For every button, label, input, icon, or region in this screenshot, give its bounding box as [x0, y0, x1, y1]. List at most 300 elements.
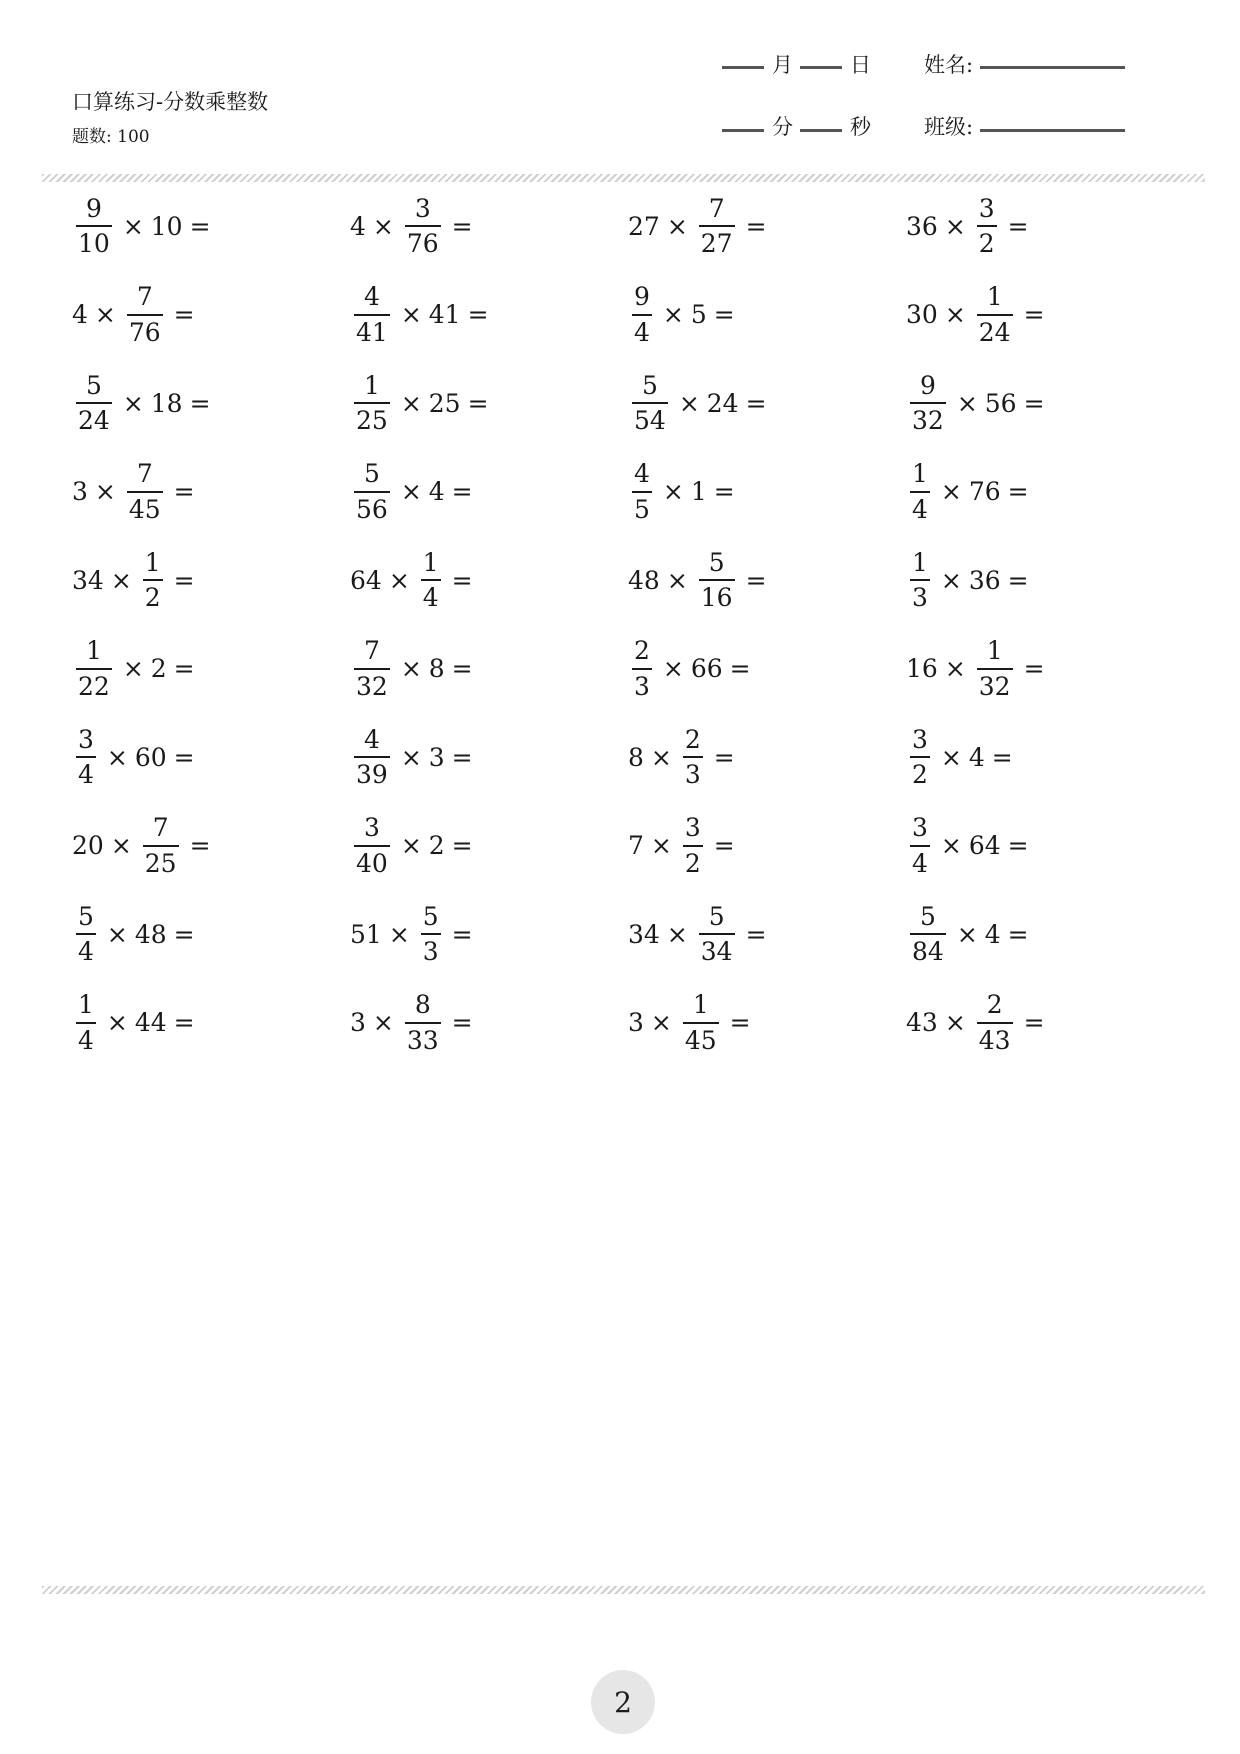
numerator: 1 [986, 282, 1003, 311]
fraction [977, 991, 1013, 1054]
times-sign: × [666, 565, 688, 595]
problem-item [906, 634, 1052, 704]
numerator: 5 [422, 901, 439, 931]
problem-item [350, 634, 480, 704]
denominator: 4 [912, 494, 928, 524]
class-blank[interactable] [980, 129, 1125, 132]
problem-item [72, 191, 218, 261]
fraction-bar [405, 1022, 441, 1024]
integer: 64 [350, 565, 382, 595]
problem-item [906, 899, 1036, 969]
fraction-bar [632, 314, 652, 316]
fraction-bar [910, 491, 930, 493]
equals-sign: = [451, 211, 473, 241]
worksheet-title: 口算练习-分数乘整数 [72, 90, 269, 114]
integer: 36 [906, 211, 938, 241]
integer: 76 [968, 477, 1001, 506]
problem-grid [72, 193, 1192, 1126]
header-fields [0, 0, 1240, 150]
fraction [127, 283, 163, 346]
times-sign: × [662, 654, 684, 683]
numerator: 9 [634, 282, 650, 311]
integer: 5 [690, 300, 707, 329]
problem-item [72, 988, 202, 1058]
fraction [76, 195, 112, 258]
fraction [910, 372, 946, 435]
denominator: 4 [422, 583, 439, 612]
fraction-bar [683, 845, 703, 847]
fraction-bar [683, 1022, 719, 1024]
integer: 3 [428, 742, 445, 772]
integer: 4 [350, 211, 366, 241]
times-sign: × [388, 565, 410, 595]
month-blank[interactable] [722, 66, 764, 69]
times-sign: × [106, 919, 128, 949]
fraction [910, 903, 946, 966]
equals-sign: = [467, 388, 489, 418]
name-label: 姓名: [924, 53, 974, 77]
equals-sign: = [713, 477, 735, 506]
denominator: 4 [78, 937, 94, 966]
times-sign: × [940, 565, 962, 595]
numerator: 5 [708, 547, 725, 577]
times-sign: × [650, 1008, 672, 1037]
second-blank[interactable] [800, 129, 842, 132]
equals-sign: = [189, 388, 211, 418]
minute-label: 分 [772, 115, 793, 139]
problem-item [350, 988, 480, 1058]
problem-item [72, 545, 202, 615]
fraction-bar [910, 933, 946, 935]
fraction-bar [699, 579, 735, 581]
fraction [354, 814, 390, 877]
integer: 4 [428, 477, 445, 506]
problem-item [72, 368, 218, 438]
numerator: 3 [414, 193, 431, 223]
denominator: 3 [684, 760, 701, 789]
numerator: 1 [78, 990, 94, 1019]
denominator: 2 [912, 760, 928, 789]
numerator: 1 [986, 636, 1003, 665]
numerator: 5 [641, 370, 658, 400]
problem-item [72, 899, 202, 969]
times-sign: × [956, 388, 978, 418]
denominator: 3 [912, 583, 928, 612]
equals-sign: = [173, 477, 195, 506]
fraction-bar [76, 756, 96, 758]
times-sign: × [956, 919, 978, 949]
equals-sign: = [451, 919, 473, 949]
times-sign: × [650, 742, 672, 772]
problem-item [350, 457, 480, 527]
fraction [977, 637, 1013, 700]
denominator: 24 [978, 317, 1011, 347]
fraction [977, 195, 997, 258]
fraction [127, 460, 163, 523]
problem-item [628, 457, 742, 527]
times-sign: × [666, 919, 688, 949]
fraction-bar [76, 933, 96, 935]
problem-item [906, 988, 1052, 1058]
integer: 8 [628, 742, 644, 772]
numerator: 7 [363, 636, 380, 665]
equals-sign: = [451, 565, 473, 595]
times-sign: × [940, 831, 962, 860]
denominator: 10 [78, 229, 110, 258]
denominator: 39 [356, 760, 388, 789]
equals-sign: = [745, 565, 767, 595]
denominator: 56 [356, 494, 388, 524]
numerator: 9 [85, 193, 102, 223]
month-label: 月 [772, 53, 793, 77]
integer: 24 [706, 388, 739, 418]
fraction [910, 460, 930, 523]
integer: 3 [350, 1008, 366, 1037]
times-sign: × [940, 477, 962, 506]
fraction [143, 549, 163, 612]
fraction-bar [977, 668, 1013, 670]
denominator: 54 [634, 406, 666, 435]
integer: 60 [134, 742, 167, 772]
times-sign: × [106, 742, 128, 772]
integer: 25 [428, 388, 461, 418]
problem-item [350, 191, 480, 261]
numerator: 5 [85, 370, 102, 400]
integer: 16 [906, 654, 938, 683]
name-blank[interactable] [980, 66, 1125, 69]
times-sign: × [400, 388, 422, 418]
times-sign: × [944, 1008, 966, 1037]
times-sign: × [122, 388, 144, 418]
page-number: 2 [591, 1670, 655, 1734]
denominator: 32 [978, 671, 1011, 701]
fraction [977, 283, 1013, 346]
fraction [76, 991, 96, 1054]
integer: 18 [150, 388, 183, 418]
integer: 36 [968, 565, 1001, 595]
integer: 64 [968, 831, 1001, 860]
fraction [405, 991, 441, 1054]
problem-item [906, 191, 1036, 261]
problem-item [906, 457, 1036, 527]
numerator: 3 [684, 813, 701, 842]
fraction [632, 637, 652, 700]
denominator: 4 [78, 760, 94, 789]
times-sign: × [388, 919, 410, 949]
day-label: 日 [850, 53, 871, 77]
denominator: 25 [356, 406, 388, 435]
fraction-bar [910, 845, 930, 847]
equals-sign: = [173, 919, 195, 949]
integer: 34 [72, 565, 104, 595]
fraction-bar [354, 756, 390, 758]
fraction [632, 460, 652, 523]
numerator: 7 [708, 193, 725, 223]
fraction [699, 195, 735, 258]
fraction [354, 726, 390, 789]
fraction [683, 991, 719, 1054]
integer: 41 [428, 300, 461, 329]
equals-sign: = [173, 1008, 195, 1037]
numerator: 2 [684, 724, 701, 754]
integer: 7 [628, 831, 644, 860]
fraction-bar [632, 402, 668, 404]
fraction [632, 372, 668, 435]
fraction-bar [910, 756, 930, 758]
integer: 30 [906, 300, 938, 329]
problem-item [628, 988, 758, 1058]
fraction [354, 460, 390, 523]
denominator: 32 [356, 671, 388, 701]
fraction-bar [354, 314, 390, 316]
problem-item [906, 280, 1052, 350]
equals-sign: = [173, 654, 195, 683]
denominator: 4 [634, 317, 650, 347]
fraction-bar [127, 491, 163, 493]
problem-item [72, 811, 218, 881]
numerator: 1 [422, 547, 439, 577]
equals-sign: = [173, 300, 195, 329]
equals-sign: = [991, 742, 1013, 772]
numerator: 4 [634, 459, 650, 488]
numerator: 5 [363, 459, 380, 488]
equals-sign: = [1023, 654, 1045, 683]
fraction [421, 903, 441, 966]
equals-sign: = [1007, 211, 1029, 241]
problem-item [906, 545, 1036, 615]
fraction-bar [699, 225, 735, 227]
fraction-bar [405, 225, 441, 227]
denominator: 4 [78, 1025, 94, 1055]
times-sign: × [400, 477, 422, 506]
day-blank[interactable] [800, 66, 842, 69]
equals-sign: = [1007, 831, 1029, 860]
numerator: 7 [136, 459, 153, 488]
times-sign: × [944, 300, 966, 329]
denominator: 41 [356, 317, 388, 347]
times-sign: × [372, 1008, 394, 1037]
equals-sign: = [745, 388, 767, 418]
fraction-bar [127, 314, 163, 316]
integer: 10 [150, 211, 183, 241]
problem-item [72, 722, 202, 792]
integer: 43 [906, 1008, 938, 1037]
problem-item [350, 368, 496, 438]
fraction-bar [632, 668, 652, 670]
fraction-bar [977, 314, 1013, 316]
fraction [354, 637, 390, 700]
fraction-bar [910, 579, 930, 581]
denominator: 3 [634, 671, 650, 701]
top-divider [42, 174, 1205, 182]
times-sign: × [678, 388, 700, 418]
denominator: 22 [78, 671, 110, 701]
second-label: 秒 [850, 115, 871, 139]
numerator: 2 [634, 636, 650, 665]
problem-item [628, 280, 742, 350]
integer: 56 [984, 388, 1017, 418]
numerator: 1 [912, 459, 928, 488]
fraction [910, 549, 930, 612]
integer: 51 [350, 919, 382, 949]
equals-sign: = [713, 300, 735, 329]
denominator: 33 [406, 1025, 439, 1055]
integer: 44 [134, 1008, 167, 1037]
denominator: 16 [700, 583, 733, 612]
integer: 3 [72, 477, 88, 506]
numerator: 3 [978, 193, 995, 223]
times-sign: × [400, 742, 422, 772]
times-sign: × [110, 565, 132, 595]
numerator: 3 [78, 724, 94, 754]
problem-item [350, 280, 496, 350]
minute-blank[interactable] [722, 129, 764, 132]
integer: 4 [968, 742, 985, 772]
denominator: 40 [356, 848, 388, 878]
integer: 48 [628, 565, 660, 595]
fraction-bar [354, 845, 390, 847]
denominator: 45 [128, 494, 161, 524]
denominator: 2 [684, 848, 701, 878]
numerator: 2 [986, 990, 1003, 1019]
integer: 1 [690, 477, 707, 506]
fraction-bar [421, 579, 441, 581]
equals-sign: = [451, 477, 473, 506]
denominator: 76 [128, 317, 161, 347]
fraction-bar [354, 668, 390, 670]
times-sign: × [400, 831, 422, 860]
equals-sign: = [451, 831, 473, 860]
numerator: 4 [363, 724, 380, 754]
fraction-bar [977, 1022, 1013, 1024]
problem-item [350, 722, 480, 792]
fraction-bar [354, 491, 390, 493]
equals-sign: = [729, 654, 751, 683]
integer: 4 [984, 919, 1001, 949]
problem-item [72, 280, 202, 350]
times-sign: × [110, 831, 132, 860]
integer: 66 [690, 654, 723, 683]
denominator: 2 [978, 229, 995, 258]
fraction-bar [76, 668, 112, 670]
integer: 2 [428, 831, 445, 860]
problem-item [906, 722, 1020, 792]
problem-item [350, 899, 480, 969]
fraction-bar [699, 933, 735, 935]
integer: 2 [150, 654, 167, 683]
denominator: 34 [700, 937, 733, 966]
times-sign: × [944, 654, 966, 683]
denominator: 32 [912, 406, 944, 435]
numerator: 3 [912, 813, 928, 842]
denominator: 27 [700, 229, 733, 258]
equals-sign: = [1007, 919, 1029, 949]
times-sign: × [122, 211, 144, 241]
times-sign: × [94, 477, 116, 506]
equals-sign: = [451, 654, 473, 683]
numerator: 3 [912, 724, 928, 754]
fraction [143, 814, 179, 877]
denominator: 2 [144, 583, 161, 612]
times-sign: × [400, 300, 422, 329]
problem-item [628, 634, 758, 704]
equals-sign: = [745, 919, 767, 949]
numerator: 5 [919, 901, 936, 931]
fraction-bar [143, 579, 163, 581]
equals-sign: = [745, 211, 767, 241]
denominator: 25 [144, 848, 177, 878]
fraction [76, 637, 112, 700]
integer: 4 [72, 300, 88, 329]
denominator: 3 [422, 937, 439, 966]
times-sign: × [944, 211, 966, 241]
problem-item [628, 191, 774, 261]
times-sign: × [372, 211, 394, 241]
fraction [76, 372, 112, 435]
fraction-bar [977, 225, 997, 227]
equals-sign: = [1023, 1008, 1045, 1037]
integer: 48 [134, 919, 167, 949]
times-sign: × [650, 831, 672, 860]
fraction-bar [421, 933, 441, 935]
numerator: 1 [912, 547, 928, 577]
numerator: 8 [414, 990, 431, 1019]
equals-sign: = [189, 211, 211, 241]
numerator: 1 [692, 990, 709, 1019]
fraction [354, 283, 390, 346]
fraction [421, 549, 441, 612]
fraction [405, 195, 441, 258]
problem-item [906, 368, 1052, 438]
times-sign: × [940, 742, 962, 772]
fraction-bar [632, 491, 652, 493]
fraction [354, 372, 390, 435]
equals-sign: = [173, 742, 195, 772]
integer: 34 [628, 919, 660, 949]
problem-item [350, 811, 480, 881]
fraction-bar [76, 1022, 96, 1024]
equals-sign: = [467, 300, 489, 329]
problem-item [628, 811, 742, 881]
numerator: 1 [85, 636, 102, 665]
numerator: 1 [144, 547, 161, 577]
numerator: 1 [363, 370, 380, 400]
equals-sign: = [713, 831, 735, 860]
equals-sign: = [451, 742, 473, 772]
integer: 27 [628, 211, 660, 241]
fraction-bar [354, 402, 390, 404]
equals-sign: = [189, 831, 211, 860]
times-sign: × [106, 1008, 128, 1037]
problem-item [628, 722, 742, 792]
fraction-bar [143, 845, 179, 847]
fraction [76, 903, 96, 966]
denominator: 76 [406, 229, 439, 258]
fraction-bar [76, 225, 112, 227]
times-sign: × [94, 300, 116, 329]
fraction [632, 283, 652, 346]
times-sign: × [400, 654, 422, 683]
equals-sign: = [173, 565, 195, 595]
equals-sign: = [1023, 300, 1045, 329]
denominator: 43 [978, 1025, 1011, 1055]
fraction [699, 903, 735, 966]
denominator: 24 [78, 406, 110, 435]
equals-sign: = [1007, 477, 1029, 506]
numerator: 7 [136, 282, 153, 311]
equals-sign: = [1023, 388, 1045, 418]
problem-item [72, 634, 202, 704]
